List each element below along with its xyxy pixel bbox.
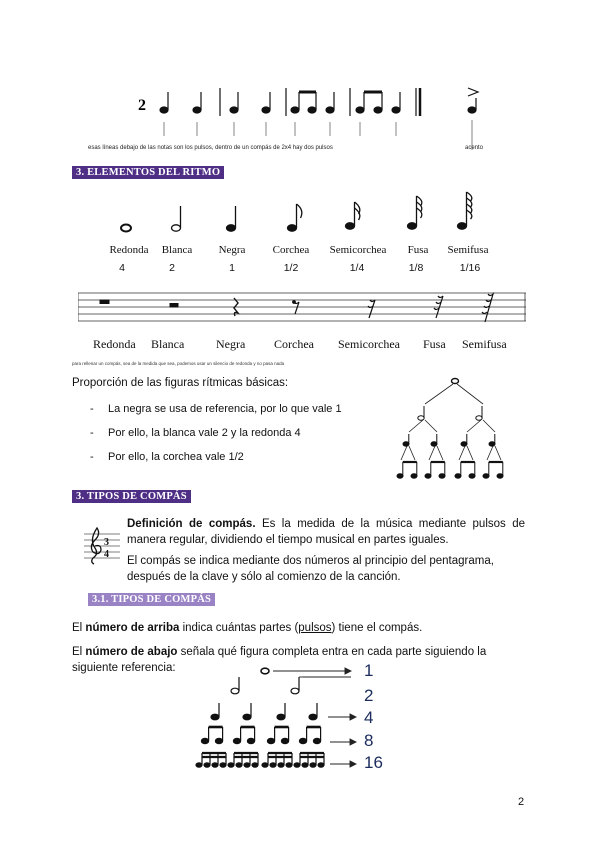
proportion-tree [395,376,515,482]
subsection-title-tipos: 3.1. TIPOS DE COMPÁS [88,593,215,606]
top-number-mid: indica cuántas partes ( [179,622,299,634]
figure-name-semifusa: Semifusa [447,244,489,256]
definition-text: Es la medida de la música mediante pulsos de manera regular, dividiendo el tiempo musical en partes iguales. [127,518,525,546]
treble-clef-icon [84,524,120,570]
figure-value-negra: 1 [229,262,235,274]
accent-label: acento [465,145,484,151]
figure-value-corchea: 1/2 [283,262,299,274]
rest-name-negra: Negra [216,337,246,351]
proportion-bullet: - [90,427,94,439]
rhythm-strip [120,80,520,152]
rest-name-semifusa: Semifusa [462,337,507,351]
reference-arrows-svg [300,674,360,774]
pulse-caption: esas líneas debajo de las notas son los pulsos, dentro de un compás de 2x4 hay dos pulsos [88,145,333,151]
figures-notes [100,190,520,238]
figure-value-semifusa: 1/16 [459,262,481,274]
bottom-number-pre: El [72,646,86,658]
reference-number-2: 2 [364,686,374,705]
figures-notes-svg [100,190,520,238]
reference-number-4: 4 [364,708,374,727]
figure-value-fusa: 1/8 [408,262,424,274]
rests-staff-svg [78,288,528,328]
top-number-term: número de arriba [85,622,180,634]
rest-name-fusa: Fusa [423,337,446,351]
rhythm-strip-notation [120,80,520,152]
definition-paragraph-2: El compás se indica mediante dos números al principio del pentagrama, después de la clave y sólo al comienzo de la canción. [127,555,494,583]
rest-name-corchea: Corchea [274,337,314,351]
svg-text:4: 4 [104,549,109,560]
figure-name-semicorchea: Semicorchea [329,244,387,256]
figure-name-redonda: Redonda [109,244,149,256]
rests-note: para rellenar un compás, sea de la medida que sea, podemos usar un silencio de redonda y no pasa nada [72,361,285,366]
reference-arrows [300,674,360,774]
definition-term: Definición de compás. [127,518,256,530]
bottom-number-term: número de abajo [85,646,178,658]
reference-number-16: 16 [364,753,383,772]
reference-number-8: 8 [364,731,374,750]
proportion-bullet: - [90,451,94,463]
figure-name-blanca: Blanca [161,244,193,256]
proportion-bullet: - [90,403,94,415]
rests-staff [78,288,528,328]
proportion-item-2: Por ello, la blanca vale 2 y la redonda 4 [108,427,301,439]
bottom-number-post: señala qué figura completa entra en cada parte siguiendo la siguiente referencia: [72,646,487,674]
figure-value-blanca: 2 [169,262,175,274]
rest-name-semicorchea: Semicorchea [338,337,400,351]
page-number: 2 [518,796,525,808]
proportion-item-3: Por ello, la corchea vale 1/2 [108,451,244,463]
figure-name-fusa: Fusa [407,244,429,256]
top-number-paragraph [72,620,527,636]
top-number-pre: El [72,622,86,634]
time-signature-2: 2 [138,97,146,114]
figure-name-corchea: Corchea [272,244,310,256]
svg-text:3: 3 [104,537,109,548]
rest-name-redonda: Redonda [93,337,136,351]
section-title-elementos: 3. ELEMENTOS DEL RITMO [72,166,224,179]
definition-paragraph [127,516,525,548]
figure-value-semicorchea: 1/4 [349,262,365,274]
top-number-post: ) tiene el compás. [331,622,423,634]
proportion-tree-svg [395,376,515,482]
rest-name-blanca: Blanca [151,337,185,351]
figure-name-negra: Negra [218,244,246,256]
proportion-item-1: La negra se usa de referencia, por lo que vale 1 [108,403,342,415]
figure-value-redonda: 4 [119,262,125,274]
proportion-heading: Proporción de las figuras rítmicas básicas: [72,377,289,389]
staff-icon [84,524,120,570]
reference-number-1: 1 [364,661,374,680]
top-number-underline: pulsos [298,622,332,634]
section-title-tipos: 3. TIPOS DE COMPÁS [72,490,191,503]
